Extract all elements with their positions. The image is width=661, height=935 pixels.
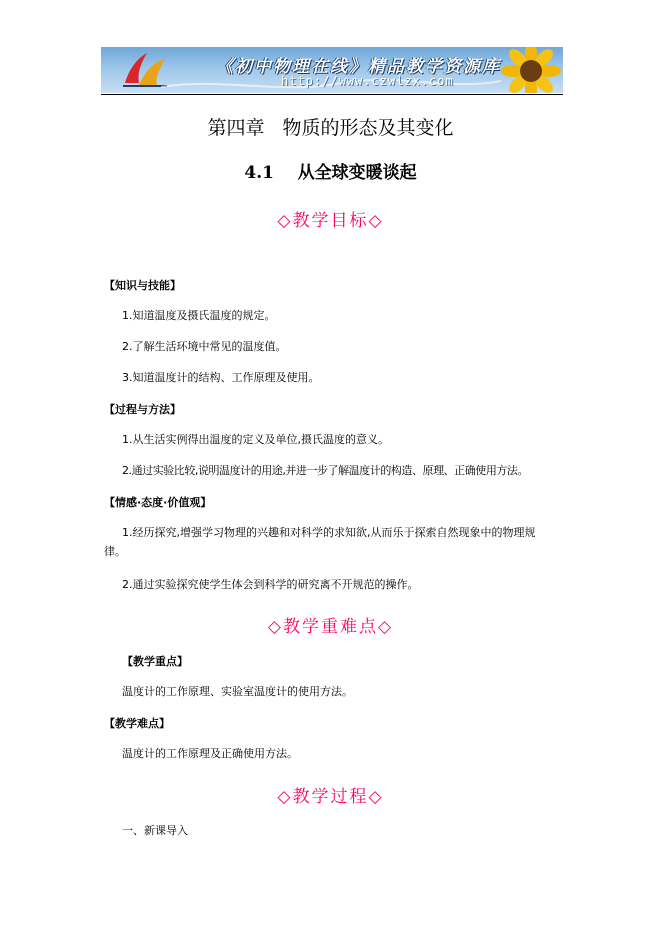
knowledge-item: 3.知道温度计的结构、工作原理及使用。 — [122, 371, 320, 384]
process-heading: ◇教学过程◇ — [277, 787, 384, 807]
process-item: 1.从生活实例得出温度的定义及单位,摄氏温度的意义。 — [122, 433, 389, 446]
banner-title: 《初中物理在线》精品教学资源库 — [216, 57, 501, 77]
focus-text: 温度计的工作原理、实验室温度计的使用方法。 — [122, 685, 353, 698]
process-item: 2.通过实验比较,说明温度计的用途,并进一步了解温度计的构造、原理、正确使用方法。 — [122, 464, 529, 477]
focus-label: 【教学重点】 — [122, 655, 188, 668]
knowledge-label: 【知识与技能】 — [104, 279, 181, 292]
key-points-heading: ◇教学重难点◇ — [267, 617, 394, 637]
difficulty-label: 【教学难点】 — [104, 717, 170, 730]
knowledge-item: 2.了解生活环境中常见的温度值。 — [122, 340, 287, 353]
knowledge-item: 1.知道温度及摄氏温度的规定。 — [122, 309, 276, 322]
attitude-item: 1.经历探究,增强学习物理的兴趣和对科学的求知欲,从而乐于探索自然现象中的物理规律。 — [104, 526, 536, 558]
sunflower-icon — [493, 47, 563, 93]
header-banner — [101, 47, 563, 93]
chapter-title: 第四章 物质的形态及其变化 — [207, 117, 454, 139]
attitude-item: 2.通过实验探究使学生体会到科学的研究离不开规范的操作。 — [122, 578, 419, 591]
process-label: 【过程与方法】 — [104, 403, 181, 416]
banner-url: http://www.czwlzx.com — [281, 74, 454, 88]
section-title: 4.1 从全球变暖谈起 — [244, 163, 417, 183]
header-rule — [101, 94, 563, 95]
attitude-label: 【情感·态度·价值观】 — [104, 496, 212, 509]
objectives-heading: ◇教学目标◇ — [277, 211, 384, 231]
lesson-step: 一、新课导入 — [122, 824, 188, 837]
difficulty-text: 温度计的工作原理及正确使用方法。 — [122, 747, 298, 760]
